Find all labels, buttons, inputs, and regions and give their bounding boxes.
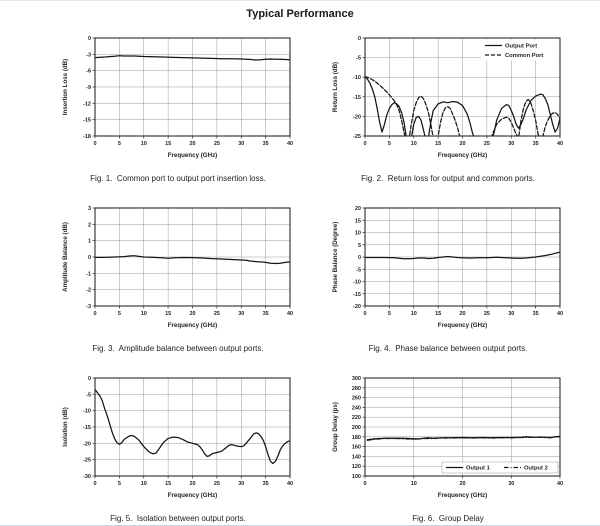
svg-text:-1: -1 (86, 271, 91, 278)
figure-4 (328, 201, 568, 353)
svg-text:0: 0 (93, 311, 97, 317)
svg-text:-12: -12 (83, 101, 91, 108)
fig5-xlabel: Frequency (GHz) (167, 492, 218, 499)
svg-text:40: 40 (286, 311, 294, 317)
svg-text:35: 35 (262, 311, 269, 317)
svg-text:25: 25 (213, 311, 220, 317)
svg-text:0: 0 (87, 36, 91, 42)
svg-text:30: 30 (508, 311, 515, 317)
svg-text:240: 240 (351, 405, 361, 412)
svg-text:20: 20 (189, 141, 196, 147)
svg-text:280: 280 (351, 385, 361, 392)
svg-text:25: 25 (483, 141, 490, 147)
svg-text:15: 15 (354, 218, 361, 225)
svg-text:-3: -3 (86, 52, 91, 59)
svg-text:Output Port: Output Port (505, 43, 538, 50)
svg-text:10: 10 (140, 311, 147, 317)
svg-text:0: 0 (87, 255, 91, 261)
svg-text:1: 1 (87, 238, 91, 245)
svg-text:30: 30 (238, 141, 245, 147)
page-title: Typical Performance (246, 8, 354, 20)
svg-text:-30: -30 (83, 474, 91, 480)
svg-text:-10: -10 (353, 75, 361, 82)
svg-text:15: 15 (165, 481, 172, 487)
fig5-svg (59, 371, 297, 503)
svg-text:30: 30 (508, 141, 515, 147)
svg-text:0: 0 (363, 311, 367, 317)
fig3-ylabel: Amplitude Balance (dB) (62, 222, 69, 292)
fig6-svg (329, 371, 567, 503)
fig6-caption: Fig. 6. Group Delay (412, 514, 484, 523)
svg-text:5: 5 (117, 311, 121, 317)
svg-text:0: 0 (93, 141, 97, 147)
figure-3 (58, 201, 298, 353)
svg-text:-10: -10 (83, 408, 91, 415)
fig6-xlabel: Frequency (GHz) (437, 492, 488, 499)
svg-text:-6: -6 (86, 68, 91, 75)
fig4-phase-balance-chart (329, 201, 567, 333)
fig3-caption: Fig. 3. Amplitude balance between output ports. (92, 344, 264, 353)
figure-5 (58, 371, 298, 523)
svg-text:-20: -20 (83, 441, 91, 448)
svg-text:40: 40 (286, 141, 294, 147)
svg-text:-5: -5 (86, 392, 91, 399)
svg-text:25: 25 (483, 311, 490, 317)
svg-text:15: 15 (435, 311, 442, 317)
svg-text:10: 10 (354, 230, 361, 237)
svg-text:30: 30 (508, 481, 515, 487)
svg-text:10: 10 (140, 141, 147, 147)
svg-text:5: 5 (357, 242, 361, 249)
svg-text:-5: -5 (356, 55, 361, 62)
svg-text:15: 15 (165, 141, 172, 147)
fig2-caption: Fig. 2. Return loss for output and common ports. (361, 174, 535, 183)
svg-text:35: 35 (532, 311, 539, 317)
svg-text:180: 180 (351, 434, 361, 441)
svg-text:160: 160 (351, 444, 361, 451)
svg-text:10: 10 (410, 311, 417, 317)
svg-text:0: 0 (363, 141, 367, 147)
fig2-legend (481, 40, 559, 61)
fig5-isolation-chart (59, 371, 297, 503)
svg-text:25: 25 (213, 481, 220, 487)
fig3-amplitude-balance-chart (59, 201, 297, 333)
svg-text:20: 20 (459, 141, 466, 147)
svg-text:10: 10 (410, 141, 417, 147)
fig2-ylabel: Return Loss (dB) (332, 61, 339, 113)
fig4-svg (329, 201, 567, 333)
svg-text:-15: -15 (353, 291, 361, 298)
svg-text:10: 10 (410, 481, 417, 487)
svg-text:0: 0 (357, 36, 361, 42)
fig4-caption: Fig. 4. Phase balance between output ports. (368, 344, 528, 353)
fig3-svg (59, 201, 297, 333)
svg-text:20: 20 (459, 481, 466, 487)
svg-text:140: 140 (351, 454, 361, 461)
svg-text:220: 220 (351, 415, 361, 422)
svg-text:30: 30 (238, 311, 245, 317)
svg-text:-15: -15 (83, 425, 91, 431)
svg-text:-20: -20 (353, 304, 361, 310)
fig1-insertion-loss-chart (59, 31, 297, 163)
svg-text:200: 200 (351, 425, 361, 431)
svg-text:120: 120 (351, 464, 361, 471)
svg-text:40: 40 (556, 481, 564, 487)
fig6-legend (442, 462, 558, 473)
svg-text:260: 260 (351, 395, 361, 402)
svg-text:30: 30 (238, 481, 245, 487)
svg-text:Common Port: Common Port (505, 53, 544, 59)
svg-text:0: 0 (357, 255, 361, 261)
fig4-ylabel: Phase Balance (Degree) (332, 221, 339, 293)
fig3-xlabel: Frequency (GHz) (167, 322, 218, 329)
figure-2 (328, 31, 568, 183)
fig5-ylabel: Isolation (dB) (62, 407, 69, 447)
svg-text:20: 20 (354, 206, 361, 212)
fig2-return-loss-chart (329, 31, 567, 163)
svg-text:5: 5 (387, 141, 391, 147)
svg-text:35: 35 (262, 141, 269, 147)
svg-text:100: 100 (351, 474, 361, 480)
fig2-svg (329, 31, 567, 163)
svg-text:15: 15 (165, 311, 172, 317)
fig6-ylabel: Group Delay (ps) (332, 402, 339, 452)
svg-text:-15: -15 (353, 94, 361, 101)
svg-text:Output 2: Output 2 (524, 465, 548, 472)
svg-text:0: 0 (363, 481, 367, 487)
svg-text:5: 5 (117, 141, 121, 147)
svg-text:-20: -20 (353, 114, 361, 121)
svg-text:-15: -15 (83, 117, 91, 124)
svg-text:40: 40 (286, 481, 294, 487)
svg-text:35: 35 (532, 141, 539, 147)
svg-text:35: 35 (262, 481, 269, 487)
svg-text:-18: -18 (83, 134, 91, 140)
fig1-caption: Fig. 1. Common port to output port insertion loss. (90, 174, 266, 183)
svg-text:10: 10 (140, 481, 147, 487)
svg-text:-3: -3 (86, 304, 91, 310)
svg-text:25: 25 (213, 141, 220, 147)
fig4-xlabel: Frequency (GHz) (437, 322, 488, 329)
svg-text:Output 1: Output 1 (466, 465, 490, 472)
fig1-ylabel: Insertion Loss (dB) (62, 58, 69, 116)
fig1-xlabel: Frequency (GHz) (167, 152, 218, 159)
figure-1 (58, 31, 298, 183)
svg-text:300: 300 (351, 376, 361, 382)
svg-text:0: 0 (93, 481, 97, 487)
svg-text:20: 20 (459, 311, 466, 317)
svg-text:-5: -5 (356, 267, 361, 274)
svg-text:40: 40 (556, 311, 564, 317)
svg-text:-10: -10 (353, 279, 361, 286)
svg-text:20: 20 (189, 311, 196, 317)
fig2-xlabel: Frequency (GHz) (437, 152, 488, 159)
svg-text:40: 40 (556, 141, 564, 147)
svg-text:20: 20 (189, 481, 196, 487)
svg-text:0: 0 (87, 376, 91, 382)
svg-text:-2: -2 (86, 287, 91, 294)
svg-text:5: 5 (117, 481, 121, 487)
svg-text:-9: -9 (86, 85, 91, 91)
svg-text:-25: -25 (353, 134, 361, 140)
svg-text:3: 3 (87, 206, 91, 212)
figure-6 (328, 371, 568, 523)
svg-text:15: 15 (435, 141, 442, 147)
svg-text:-25: -25 (83, 457, 91, 464)
fig5-caption: Fig. 5. Isolation between output ports. (110, 514, 246, 523)
svg-text:2: 2 (87, 222, 91, 229)
svg-text:5: 5 (387, 311, 391, 317)
fig1-svg (59, 31, 297, 163)
fig6-group-delay-chart (329, 371, 567, 503)
